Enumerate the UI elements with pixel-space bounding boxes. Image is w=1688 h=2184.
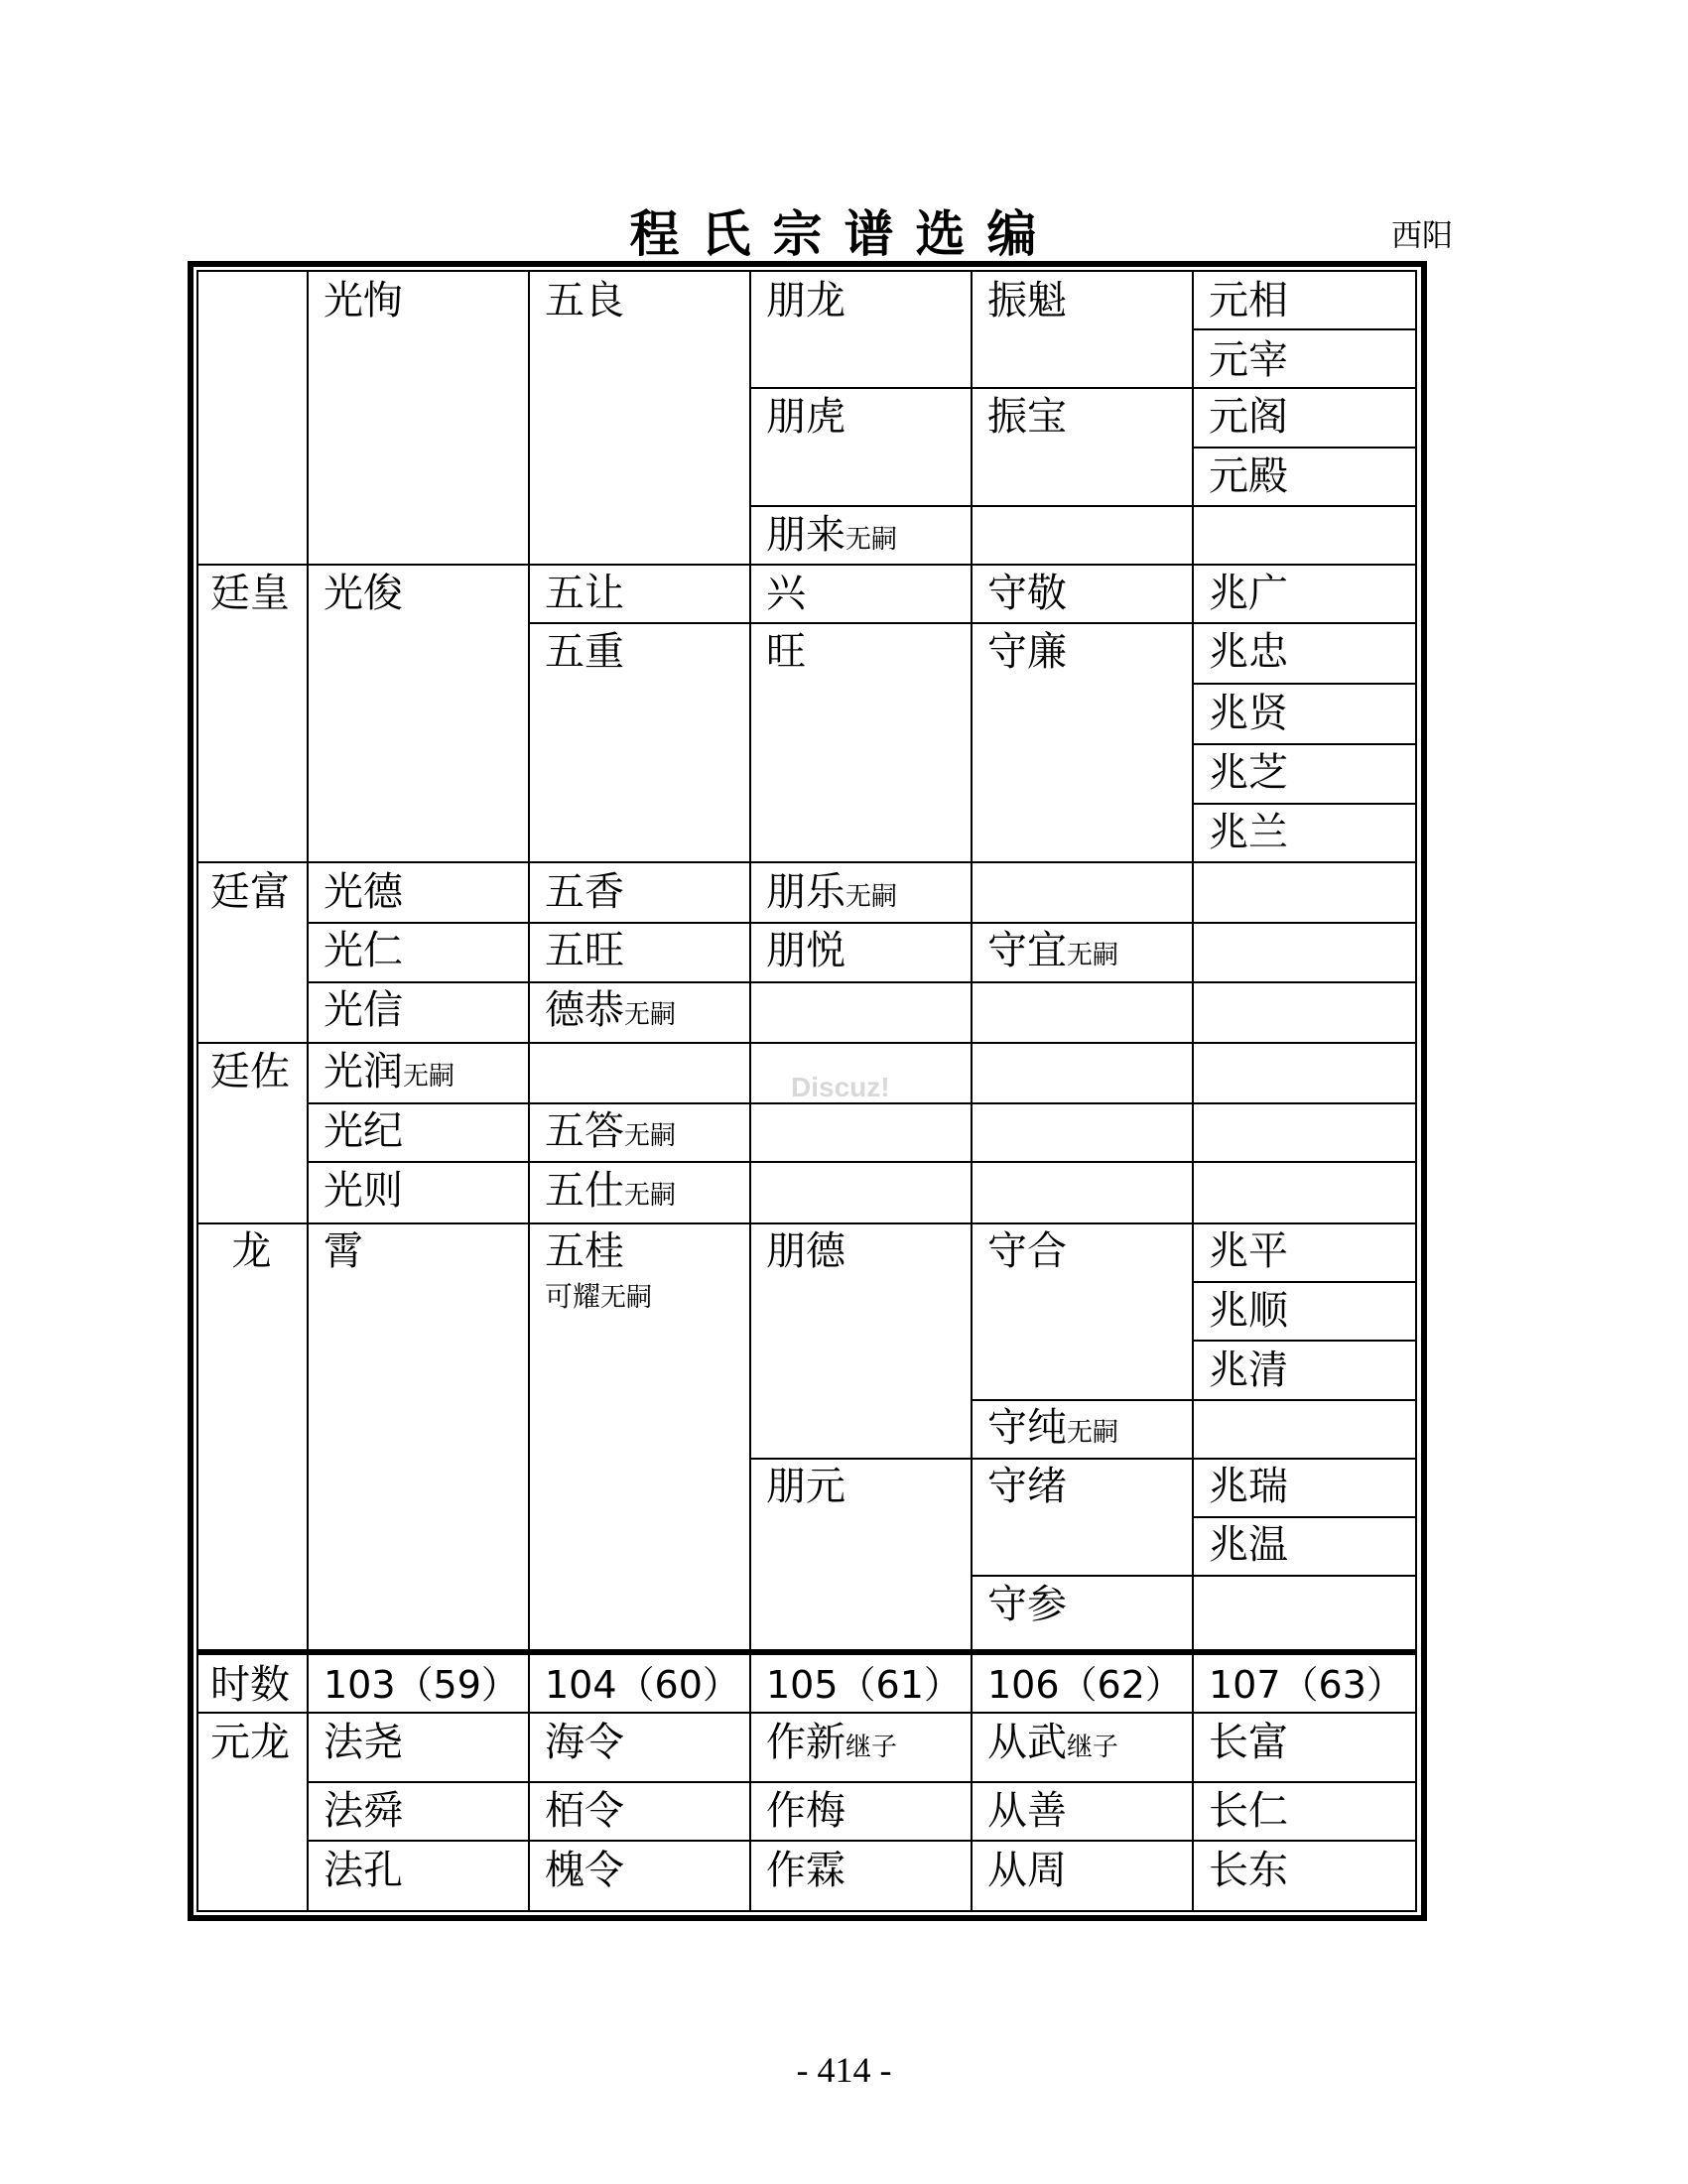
cell-name: 元宰 bbox=[1209, 337, 1288, 383]
cell-name: 朋虎 bbox=[766, 394, 845, 440]
table-cell bbox=[324, 1848, 403, 1893]
table-cell bbox=[324, 1049, 454, 1099]
cell-name: 光仁 bbox=[324, 928, 403, 973]
cell-name: 时数 bbox=[210, 1662, 290, 1708]
table-cell bbox=[1209, 1288, 1288, 1334]
location-label: 西阳 bbox=[1391, 218, 1453, 254]
cell-name: 槐令 bbox=[545, 1848, 624, 1893]
column-rule bbox=[307, 270, 309, 1649]
row-rule bbox=[528, 622, 1417, 624]
table-cell bbox=[1209, 629, 1288, 675]
table-cell bbox=[210, 869, 290, 915]
cell-note: 无嗣 bbox=[624, 1121, 677, 1151]
cell-name: 五桂 bbox=[545, 1228, 624, 1274]
cell-name: 振宝 bbox=[987, 394, 1067, 440]
cell-name: 五香 bbox=[545, 869, 624, 915]
row-rule bbox=[971, 1575, 1417, 1577]
table-cell bbox=[987, 394, 1067, 440]
cell-name: 兆忠 bbox=[1209, 629, 1288, 675]
cell-name: 兆清 bbox=[1209, 1348, 1288, 1393]
cell-name: 朋乐 bbox=[766, 869, 845, 915]
row-rule bbox=[196, 1712, 1417, 1714]
cell-name: 兆兰 bbox=[1209, 810, 1288, 855]
cell-name: 五仕 bbox=[545, 1168, 624, 1214]
column-rule bbox=[1192, 270, 1194, 1649]
row-rule bbox=[307, 1781, 1417, 1783]
cell-name: 103（59） bbox=[324, 1663, 519, 1707]
table-cell bbox=[324, 571, 403, 616]
cell-name: 元相 bbox=[1209, 278, 1288, 323]
table-cell bbox=[1209, 1228, 1288, 1274]
table-cell bbox=[766, 1788, 845, 1834]
cell-name: 德恭 bbox=[545, 987, 624, 1033]
table-cell bbox=[1209, 1662, 1404, 1708]
row-rule bbox=[1192, 1281, 1417, 1283]
table-cell bbox=[766, 571, 806, 616]
cell-name: 长富 bbox=[1209, 1720, 1288, 1765]
column-rule bbox=[528, 1655, 530, 1912]
table-cell bbox=[987, 928, 1118, 978]
table-cell bbox=[324, 1720, 403, 1765]
table-cell bbox=[766, 394, 845, 440]
table-cell bbox=[987, 1848, 1067, 1893]
cell-name: 朋元 bbox=[766, 1464, 845, 1509]
cell-note: 无嗣 bbox=[403, 1062, 455, 1092]
cell-name: 光信 bbox=[324, 987, 403, 1033]
row-rule bbox=[1192, 683, 1417, 685]
watermark: Discuz! bbox=[791, 1072, 890, 1102]
table-cell bbox=[766, 629, 806, 675]
cell-name: 光俊 bbox=[324, 571, 403, 616]
cell-name: 龙 bbox=[231, 1228, 272, 1274]
table-cell bbox=[766, 1662, 962, 1708]
cell-name: 元阁 bbox=[1209, 394, 1288, 440]
row-rule bbox=[971, 1399, 1417, 1401]
cell-name: 兆广 bbox=[1209, 571, 1288, 616]
page-title: 程氏宗谱选编 bbox=[629, 204, 1059, 263]
column-rule bbox=[307, 1655, 309, 1912]
table-cell bbox=[1209, 1522, 1288, 1568]
column-rule bbox=[971, 270, 973, 1649]
cell-name: 光纪 bbox=[324, 1108, 403, 1154]
table-cell bbox=[324, 1662, 519, 1708]
table-cell bbox=[987, 571, 1067, 616]
table-cell bbox=[766, 512, 897, 563]
cell-name: 廷佐 bbox=[210, 1049, 290, 1094]
cell-name: 长东 bbox=[1209, 1848, 1288, 1893]
section-divider bbox=[196, 1649, 1417, 1655]
cell-name: 元龙 bbox=[210, 1720, 290, 1765]
cell-note: 无嗣 bbox=[624, 1000, 677, 1030]
table-cell bbox=[196, 1228, 307, 1274]
table-cell bbox=[987, 629, 1067, 675]
cell-name: 朋悦 bbox=[766, 928, 845, 973]
cell-name: 廷富 bbox=[210, 869, 290, 915]
table-cell bbox=[324, 1228, 363, 1274]
cell-name: 朋龙 bbox=[766, 278, 845, 323]
cell-name: 从善 bbox=[987, 1788, 1067, 1834]
table-cell bbox=[324, 1168, 403, 1214]
cell-note: 无嗣 bbox=[845, 525, 898, 555]
table-cell bbox=[1209, 1848, 1288, 1893]
cell-note: 无嗣 bbox=[1067, 941, 1119, 970]
cell-name: 作梅 bbox=[766, 1788, 845, 1834]
table-cell bbox=[545, 571, 624, 616]
cell-name: 可耀 bbox=[545, 1280, 601, 1313]
cell-name: 守参 bbox=[987, 1582, 1067, 1627]
cell-name: 廷皇 bbox=[210, 571, 290, 616]
table-cell bbox=[1209, 394, 1288, 440]
cell-name: 光恂 bbox=[324, 278, 403, 323]
cell-name: 守纯 bbox=[987, 1405, 1067, 1451]
table-cell bbox=[324, 869, 403, 915]
cell-name: 五旺 bbox=[545, 928, 624, 973]
row-rule bbox=[1192, 743, 1417, 745]
table-cell bbox=[1209, 278, 1288, 323]
table-cell bbox=[766, 1464, 845, 1509]
cell-name: 兆顺 bbox=[1209, 1288, 1288, 1334]
cell-name: 光德 bbox=[324, 869, 403, 915]
table-cell bbox=[545, 869, 624, 915]
table-cell bbox=[987, 278, 1067, 323]
row-rule bbox=[1192, 447, 1417, 449]
column-rule bbox=[1192, 1655, 1194, 1912]
table-cell bbox=[324, 987, 403, 1033]
table-cell bbox=[210, 1049, 290, 1094]
table-cell bbox=[1209, 453, 1288, 499]
cell-name: 法尧 bbox=[324, 1720, 403, 1765]
cell-name: 守廉 bbox=[987, 629, 1067, 675]
cell-name: 光则 bbox=[324, 1168, 403, 1214]
row-rule bbox=[307, 922, 1417, 924]
row-rule bbox=[1192, 1516, 1417, 1518]
cell-name: 兴 bbox=[766, 571, 806, 616]
table-cell bbox=[545, 1788, 624, 1834]
table-cell bbox=[545, 1168, 676, 1219]
table-cell bbox=[545, 1228, 624, 1274]
cell-name: 兆温 bbox=[1209, 1522, 1288, 1568]
table-cell bbox=[987, 1464, 1067, 1509]
cell-name: 守合 bbox=[987, 1228, 1067, 1274]
cell-note: 无嗣 bbox=[1067, 1418, 1119, 1448]
cell-name: 守敬 bbox=[987, 571, 1067, 616]
page-number: - 414 - bbox=[796, 2050, 892, 2090]
row-rule bbox=[196, 861, 1417, 863]
table-cell bbox=[1209, 1348, 1288, 1393]
row-rule bbox=[196, 1042, 1417, 1044]
cell-name: 守宜 bbox=[987, 928, 1067, 973]
cell-name: 五答 bbox=[545, 1108, 624, 1154]
table-cell bbox=[987, 1582, 1067, 1627]
cell-name: 五让 bbox=[545, 571, 624, 616]
row-rule bbox=[1192, 1340, 1417, 1342]
table-cell bbox=[766, 869, 897, 920]
table-cell bbox=[1209, 571, 1288, 616]
cell-name: 长仁 bbox=[1209, 1788, 1288, 1834]
cell-name: 法舜 bbox=[324, 1788, 403, 1834]
table-cell bbox=[766, 278, 845, 323]
column-rule bbox=[749, 270, 751, 1649]
column-rule bbox=[528, 270, 530, 1649]
cell-name: 兆瑞 bbox=[1209, 1464, 1288, 1509]
row-rule bbox=[307, 1161, 1417, 1163]
table-cell bbox=[1209, 1720, 1288, 1765]
cell-note: 无嗣 bbox=[845, 882, 898, 912]
row-rule bbox=[749, 387, 1417, 389]
table-cell bbox=[1209, 691, 1288, 736]
cell-name: 五良 bbox=[545, 278, 624, 323]
cell-note: 无嗣 bbox=[600, 1283, 653, 1313]
cell-name: 朋来 bbox=[766, 512, 845, 558]
table-cell bbox=[324, 1108, 403, 1154]
row-rule bbox=[307, 1840, 1417, 1842]
table-cell bbox=[545, 1108, 676, 1159]
cell-note: 继子 bbox=[845, 1733, 898, 1762]
cell-name: 光润 bbox=[324, 1049, 403, 1094]
table-cell bbox=[545, 1848, 624, 1893]
cell-name: 守绪 bbox=[987, 1464, 1067, 1509]
cell-name: 海令 bbox=[545, 1720, 624, 1765]
cell-name: 元殿 bbox=[1209, 453, 1288, 499]
column-rule bbox=[749, 1655, 751, 1912]
table-cell bbox=[1209, 810, 1288, 855]
table-cell bbox=[1209, 1464, 1288, 1509]
table-cell bbox=[545, 1280, 652, 1315]
cell-name: 104（60） bbox=[545, 1663, 740, 1707]
table-cell bbox=[210, 571, 290, 616]
table-cell bbox=[545, 629, 624, 675]
cell-name: 法孔 bbox=[324, 1848, 403, 1893]
cell-name: 107（63） bbox=[1209, 1663, 1404, 1707]
table-cell bbox=[987, 1405, 1118, 1456]
table-cell bbox=[987, 1720, 1118, 1770]
cell-note: 继子 bbox=[1067, 1733, 1119, 1762]
row-rule bbox=[1192, 328, 1417, 330]
table-cell bbox=[545, 928, 624, 973]
cell-name: 作霖 bbox=[766, 1848, 845, 1893]
cell-name: 从武 bbox=[987, 1720, 1067, 1765]
table-cell bbox=[987, 1228, 1067, 1274]
cell-name: 作新 bbox=[766, 1720, 845, 1765]
cell-name: 106（62） bbox=[987, 1663, 1183, 1707]
table-cell bbox=[1209, 750, 1288, 796]
cell-name: 五重 bbox=[545, 629, 624, 675]
table-cell bbox=[210, 1662, 290, 1708]
cell-name: 栢令 bbox=[545, 1788, 624, 1834]
table-cell bbox=[210, 1720, 290, 1765]
cell-name: 霄 bbox=[324, 1228, 363, 1274]
table-cell bbox=[324, 278, 403, 323]
cell-note: 无嗣 bbox=[624, 1181, 677, 1211]
table-cell bbox=[766, 1228, 845, 1274]
row-rule bbox=[307, 981, 1417, 983]
table-cell bbox=[1209, 1788, 1288, 1834]
cell-name: 105（61） bbox=[766, 1663, 962, 1707]
table-cell bbox=[545, 987, 676, 1038]
table-cell bbox=[545, 1662, 740, 1708]
row-rule bbox=[196, 1222, 1417, 1224]
table-cell bbox=[766, 1848, 845, 1893]
table-cell bbox=[545, 278, 624, 323]
table-cell bbox=[1209, 337, 1288, 383]
cell-name: 旺 bbox=[766, 629, 806, 675]
table-cell bbox=[987, 1788, 1067, 1834]
row-rule bbox=[1192, 803, 1417, 805]
table-cell bbox=[324, 928, 403, 973]
table-cell bbox=[545, 1720, 624, 1765]
cell-name: 从周 bbox=[987, 1848, 1067, 1893]
row-rule bbox=[749, 505, 1417, 507]
cell-name: 朋德 bbox=[766, 1228, 845, 1274]
cell-name: 兆贤 bbox=[1209, 691, 1288, 736]
row-rule bbox=[196, 564, 1417, 566]
cell-name: 兆芝 bbox=[1209, 750, 1288, 796]
table-cell bbox=[987, 1662, 1183, 1708]
cell-name: 振魁 bbox=[987, 278, 1067, 323]
row-rule bbox=[749, 1458, 1417, 1460]
cell-name: 兆平 bbox=[1209, 1228, 1288, 1274]
table-cell bbox=[766, 1720, 897, 1770]
table-cell bbox=[324, 1788, 403, 1834]
table-cell bbox=[766, 928, 845, 973]
column-rule bbox=[971, 1655, 973, 1912]
